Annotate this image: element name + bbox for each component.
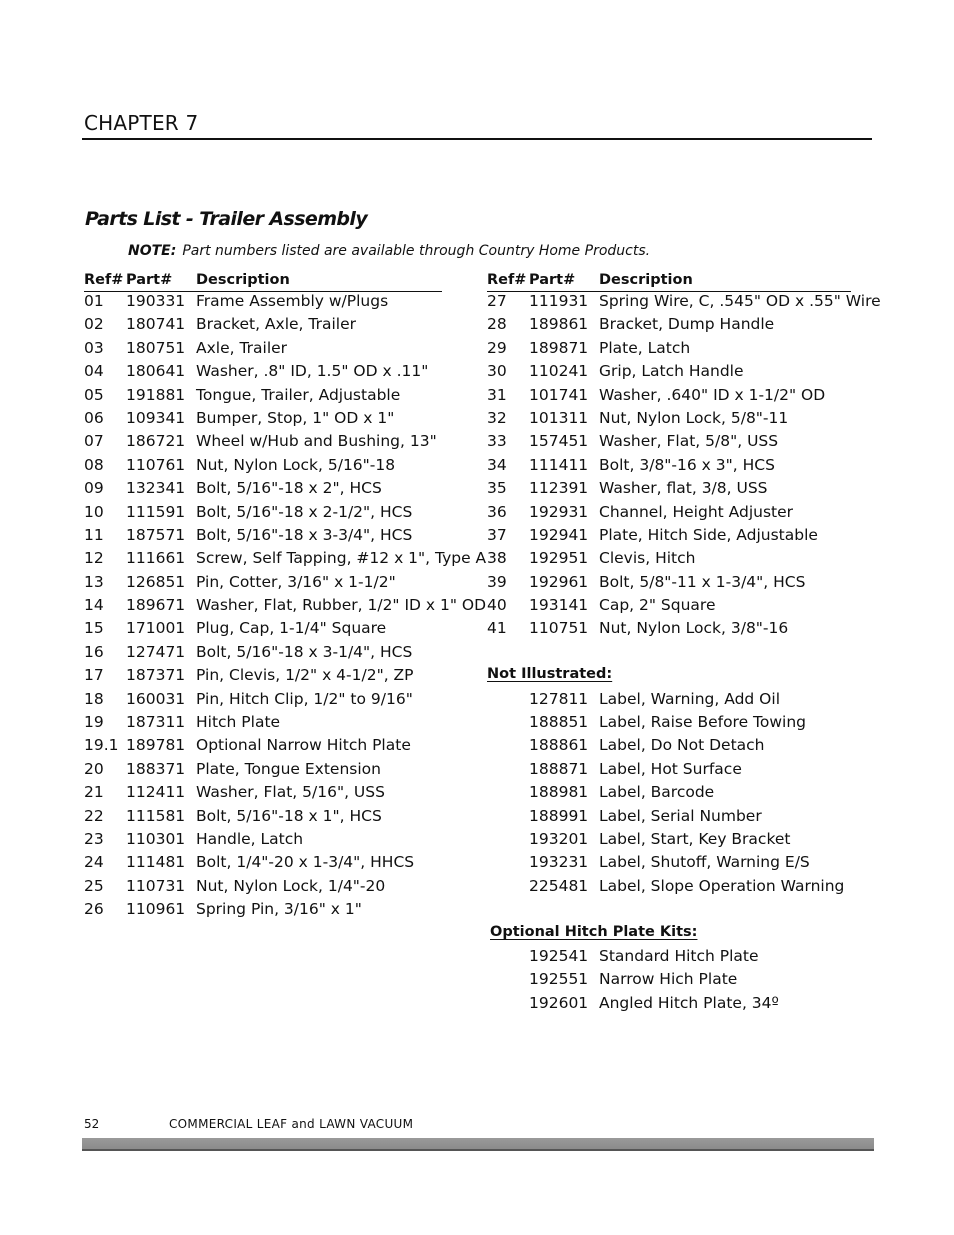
- part-number: 192541: [529, 946, 589, 965]
- part-number: 111931: [529, 292, 589, 310]
- part-description: Bracket, Dump Handle: [599, 315, 775, 334]
- part-number: 190331: [126, 292, 186, 310]
- ref-number: 29: [487, 338, 507, 357]
- table-row: [487, 292, 881, 315]
- part-description: Bolt, 5/16"-18 x 2", HCS: [196, 479, 382, 498]
- part-number: 127811: [529, 689, 589, 708]
- part-description: Wheel w/Hub and Bushing, 13": [196, 432, 437, 451]
- table-row: [487, 713, 807, 736]
- part-description: Nut, Nylon Lock, 3/8"-16: [599, 619, 789, 638]
- part-description: Bolt, 5/8"-11 x 1-3/4", HCS: [599, 572, 806, 591]
- part-description: Label, Slope Operation Warning: [599, 876, 845, 895]
- ref-number: 07: [84, 432, 104, 451]
- part-number: 126851: [126, 572, 186, 591]
- part-description: Label, Barcode: [599, 783, 715, 802]
- part-description: Bumper, Stop, 1" OD x 1": [196, 408, 395, 427]
- ref-number: 16: [84, 642, 104, 661]
- table-row: [487, 385, 826, 409]
- table-row: [487, 596, 716, 619]
- part-number: 189861: [529, 315, 589, 334]
- part-number: 192551: [529, 970, 589, 989]
- not-illustrated-list: [487, 689, 845, 901]
- part-description: Nut, Nylon Lock, 5/16"-18: [196, 455, 396, 474]
- part-number: 187371: [126, 666, 186, 685]
- chapter-rule: [82, 138, 872, 140]
- part-description: Axle, Trailer: [196, 338, 288, 357]
- part-number: 187311: [126, 713, 186, 732]
- part-number: 111481: [126, 853, 186, 872]
- part-description: Angled Hitch Plate, 34º: [599, 993, 779, 1012]
- part-number: 111411: [529, 455, 589, 474]
- part-number: 191881: [126, 385, 186, 404]
- part-description: Plate, Latch: [599, 338, 691, 357]
- part-description: Label, Serial Number: [599, 806, 762, 825]
- part-number: 110961: [126, 900, 186, 919]
- part-description: Frame Assembly w/Plugs: [196, 292, 389, 310]
- part-number: 192941: [529, 525, 589, 544]
- ref-number: 37: [487, 525, 507, 544]
- part-number: 112411: [126, 783, 186, 802]
- part-number: 110241: [529, 362, 589, 381]
- part-number: 188991: [529, 806, 589, 825]
- parts-column-right: [487, 272, 881, 1017]
- table-row: [487, 759, 742, 783]
- ref-number: 05: [84, 385, 104, 404]
- part-number: 111661: [126, 549, 186, 568]
- part-number: 110301: [126, 829, 186, 848]
- table-row: [487, 408, 789, 432]
- ref-number: 22: [84, 806, 104, 825]
- part-number: 157451: [529, 432, 589, 451]
- part-number: 193201: [529, 829, 589, 848]
- ref-number: 20: [84, 759, 104, 778]
- part-description: Grip, Latch Handle: [599, 362, 744, 381]
- part-description: Label, Start, Key Bracket: [599, 829, 791, 848]
- part-number: 186721: [126, 432, 186, 451]
- table-row: [487, 339, 694, 362]
- part-description: Optional Narrow Hitch Plate: [196, 736, 411, 755]
- header-ref: Ref#: [84, 272, 124, 288]
- ref-number: 08: [84, 455, 104, 474]
- ref-number: 11: [84, 525, 104, 544]
- part-number: 101311: [529, 408, 589, 427]
- table-row: [487, 853, 810, 876]
- part-description: Spring Wire, C, .545" OD x .55" Wire: [599, 292, 881, 310]
- note-label: NOTE:: [128, 243, 177, 259]
- table-row: [487, 876, 845, 900]
- part-number: 192931: [529, 502, 589, 521]
- part-description: Label, Shutoff, Warning E/S: [599, 853, 810, 872]
- ref-number: 17: [84, 666, 104, 685]
- part-number: 188981: [529, 783, 589, 802]
- header-description: Description: [196, 272, 290, 288]
- part-number: 160031: [126, 689, 186, 708]
- part-description: Washer, Flat, 5/8", USS: [599, 432, 779, 451]
- ref-number: 15: [84, 619, 104, 638]
- part-number: 111591: [126, 502, 186, 521]
- table-row: [487, 806, 762, 830]
- ref-number: 14: [84, 596, 104, 615]
- part-description: Cap, 2" Square: [599, 596, 716, 615]
- part-number: 180641: [126, 362, 186, 381]
- part-description: Pin, Clevis, 1/2" x 4-1/2", ZP: [196, 666, 414, 685]
- part-description: Spring Pin, 3/16" x 1": [196, 900, 362, 919]
- ref-number: 12: [84, 549, 104, 568]
- part-description: Label, Do Not Detach: [599, 736, 765, 755]
- part-description: Bolt, 5/16"-18 x 1", HCS: [196, 806, 382, 825]
- ref-number: 21: [84, 783, 104, 802]
- ref-number: 03: [84, 338, 104, 357]
- page-number: 52: [84, 1117, 100, 1131]
- part-number: 111581: [126, 806, 186, 825]
- ref-number: 10: [84, 502, 104, 521]
- note: [128, 243, 650, 259]
- table-row: [487, 970, 738, 993]
- part-description: Bolt, 5/16"-18 x 3-3/4", HCS: [196, 525, 413, 544]
- table-row: [487, 619, 789, 642]
- part-number: 189671: [126, 596, 186, 615]
- part-description: Label, Warning, Add Oil: [599, 689, 780, 708]
- hitch-kits-heading: Optional Hitch Plate Kits:: [490, 923, 698, 940]
- table-row: [487, 315, 775, 338]
- part-number: 188871: [529, 759, 589, 778]
- part-description: Washer, Flat, Rubber, 1/2" ID x 1" OD: [196, 596, 487, 615]
- ref-number: 06: [84, 408, 104, 427]
- part-description: Bolt, 5/16"-18 x 3-1/4", HCS: [196, 642, 413, 661]
- ref-number: 24: [84, 853, 104, 872]
- ref-number: 34: [487, 455, 507, 474]
- ref-number: 32: [487, 408, 507, 427]
- table-row: [487, 783, 715, 806]
- part-description: Washer, .640" ID x 1-1/2" OD: [599, 385, 826, 404]
- part-number: 188861: [529, 736, 589, 755]
- part-description: Washer, .8" ID, 1.5" OD x .11": [196, 362, 429, 381]
- ref-number: 31: [487, 385, 507, 404]
- section-title: Parts List - Trailer Assembly: [85, 208, 368, 230]
- table-row: [487, 432, 779, 455]
- header-part: Part#: [126, 272, 173, 288]
- ref-number: 19: [84, 713, 104, 732]
- part-number: 132341: [126, 479, 186, 498]
- ref-number: 01: [84, 292, 104, 310]
- part-description: Bracket, Axle, Trailer: [196, 315, 356, 334]
- note-text: Part numbers listed are available through Country Home Products.: [182, 243, 651, 259]
- ref-number: 23: [84, 829, 104, 848]
- table-row: [487, 572, 806, 596]
- part-number: 112391: [529, 479, 589, 498]
- ref-number: 04: [84, 362, 104, 381]
- ref-number: 39: [487, 572, 507, 591]
- part-description: Nut, Nylon Lock, 1/4"-20: [196, 876, 386, 895]
- table-row: [487, 549, 694, 572]
- part-description: Plug, Cap, 1-1/4" Square: [196, 619, 387, 638]
- part-description: Washer, Flat, 5/16", USS: [196, 783, 385, 802]
- part-description: Handle, Latch: [196, 829, 304, 848]
- ref-number: 33: [487, 432, 507, 451]
- hitch-kits-list: [487, 946, 779, 1017]
- part-number: 225481: [529, 876, 589, 895]
- part-number: 189871: [529, 338, 589, 357]
- ref-number: 35: [487, 479, 507, 498]
- ref-number: 30: [487, 362, 507, 381]
- ref-number: 09: [84, 479, 104, 498]
- ref-number: 38: [487, 549, 507, 568]
- part-description: Washer, flat, 3/8, USS: [599, 479, 768, 498]
- part-number: 192951: [529, 549, 589, 568]
- part-number: 109341: [126, 408, 186, 427]
- ref-number: 26: [84, 900, 104, 919]
- ref-number: 02: [84, 315, 104, 334]
- part-description: Nut, Nylon Lock, 5/8"-11: [599, 408, 789, 427]
- ref-number: 28: [487, 315, 507, 334]
- table-row: [487, 946, 759, 970]
- part-number: 127471: [126, 642, 186, 661]
- part-description: Channel, Height Adjuster: [599, 502, 794, 521]
- ref-number: 40: [487, 596, 507, 615]
- table-row: [487, 993, 779, 1017]
- header-ref: Ref#: [487, 272, 527, 288]
- footer-bar-line: [82, 1149, 874, 1151]
- part-number: 193141: [529, 596, 589, 615]
- part-number: 110731: [126, 876, 186, 895]
- table-row: [487, 689, 780, 713]
- part-description: Tongue, Trailer, Adjustable: [196, 385, 401, 404]
- table-row: [487, 525, 818, 549]
- table-row: [487, 736, 765, 759]
- table-row: [487, 502, 794, 526]
- part-number: 180751: [126, 338, 186, 357]
- part-description: Plate, Tongue Extension: [196, 759, 381, 778]
- part-number: 110761: [126, 455, 186, 474]
- part-number: 188371: [126, 759, 186, 778]
- part-number: 188851: [529, 713, 589, 732]
- part-description: Label, Hot Surface: [599, 759, 742, 778]
- footer-title: COMMERCIAL LEAF and LAWN VACUUM: [169, 1117, 414, 1131]
- table-row: [487, 362, 744, 385]
- chapter-heading: CHAPTER 7: [84, 111, 199, 135]
- table-header-right: [487, 272, 694, 292]
- part-number: 189781: [126, 736, 186, 755]
- part-number: 187571: [126, 525, 186, 544]
- part-description: Narrow Hich Plate: [599, 970, 738, 989]
- ref-number: 41: [487, 619, 507, 638]
- ref-number: 36: [487, 502, 507, 521]
- parts-list-right: [487, 292, 881, 643]
- header-description: Description: [599, 272, 693, 288]
- part-number: 192961: [529, 572, 589, 591]
- part-description: Standard Hitch Plate: [599, 946, 759, 965]
- part-description: Plate, Hitch Side, Adjustable: [599, 525, 818, 544]
- ref-number: 18: [84, 689, 104, 708]
- part-number: 101741: [529, 385, 589, 404]
- table-row: [487, 829, 791, 853]
- part-description: Pin, Hitch Clip, 1/2" to 9/16": [196, 689, 413, 708]
- ref-number: 19.1: [84, 736, 119, 755]
- part-description: Bolt, 3/8"-16 x 3", HCS: [599, 455, 775, 474]
- ref-number: 27: [487, 292, 507, 310]
- part-description: Bolt, 5/16"-18 x 2-1/2", HCS: [196, 502, 413, 521]
- table-row: [487, 455, 775, 479]
- part-description: Hitch Plate: [196, 713, 281, 732]
- part-number: 193231: [529, 853, 589, 872]
- table-row: [487, 479, 768, 502]
- part-number: 110751: [529, 619, 589, 638]
- part-description: Pin, Cotter, 3/16" x 1-1/2": [196, 572, 396, 591]
- part-description: Label, Raise Before Towing: [599, 713, 807, 732]
- part-description: Bolt, 1/4"-20 x 1-3/4", HHCS: [196, 853, 415, 872]
- header-part: Part#: [529, 272, 576, 288]
- part-description: Clevis, Hitch: [599, 549, 696, 568]
- part-number: 192601: [529, 993, 589, 1012]
- ref-number: 13: [84, 572, 104, 591]
- not-illustrated-heading: Not Illustrated:: [487, 666, 613, 683]
- part-number: 171001: [126, 619, 186, 638]
- part-number: 180741: [126, 315, 186, 334]
- ref-number: 25: [84, 876, 104, 895]
- part-description: Screw, Self Tapping, #12 x 1", Type A: [196, 549, 487, 568]
